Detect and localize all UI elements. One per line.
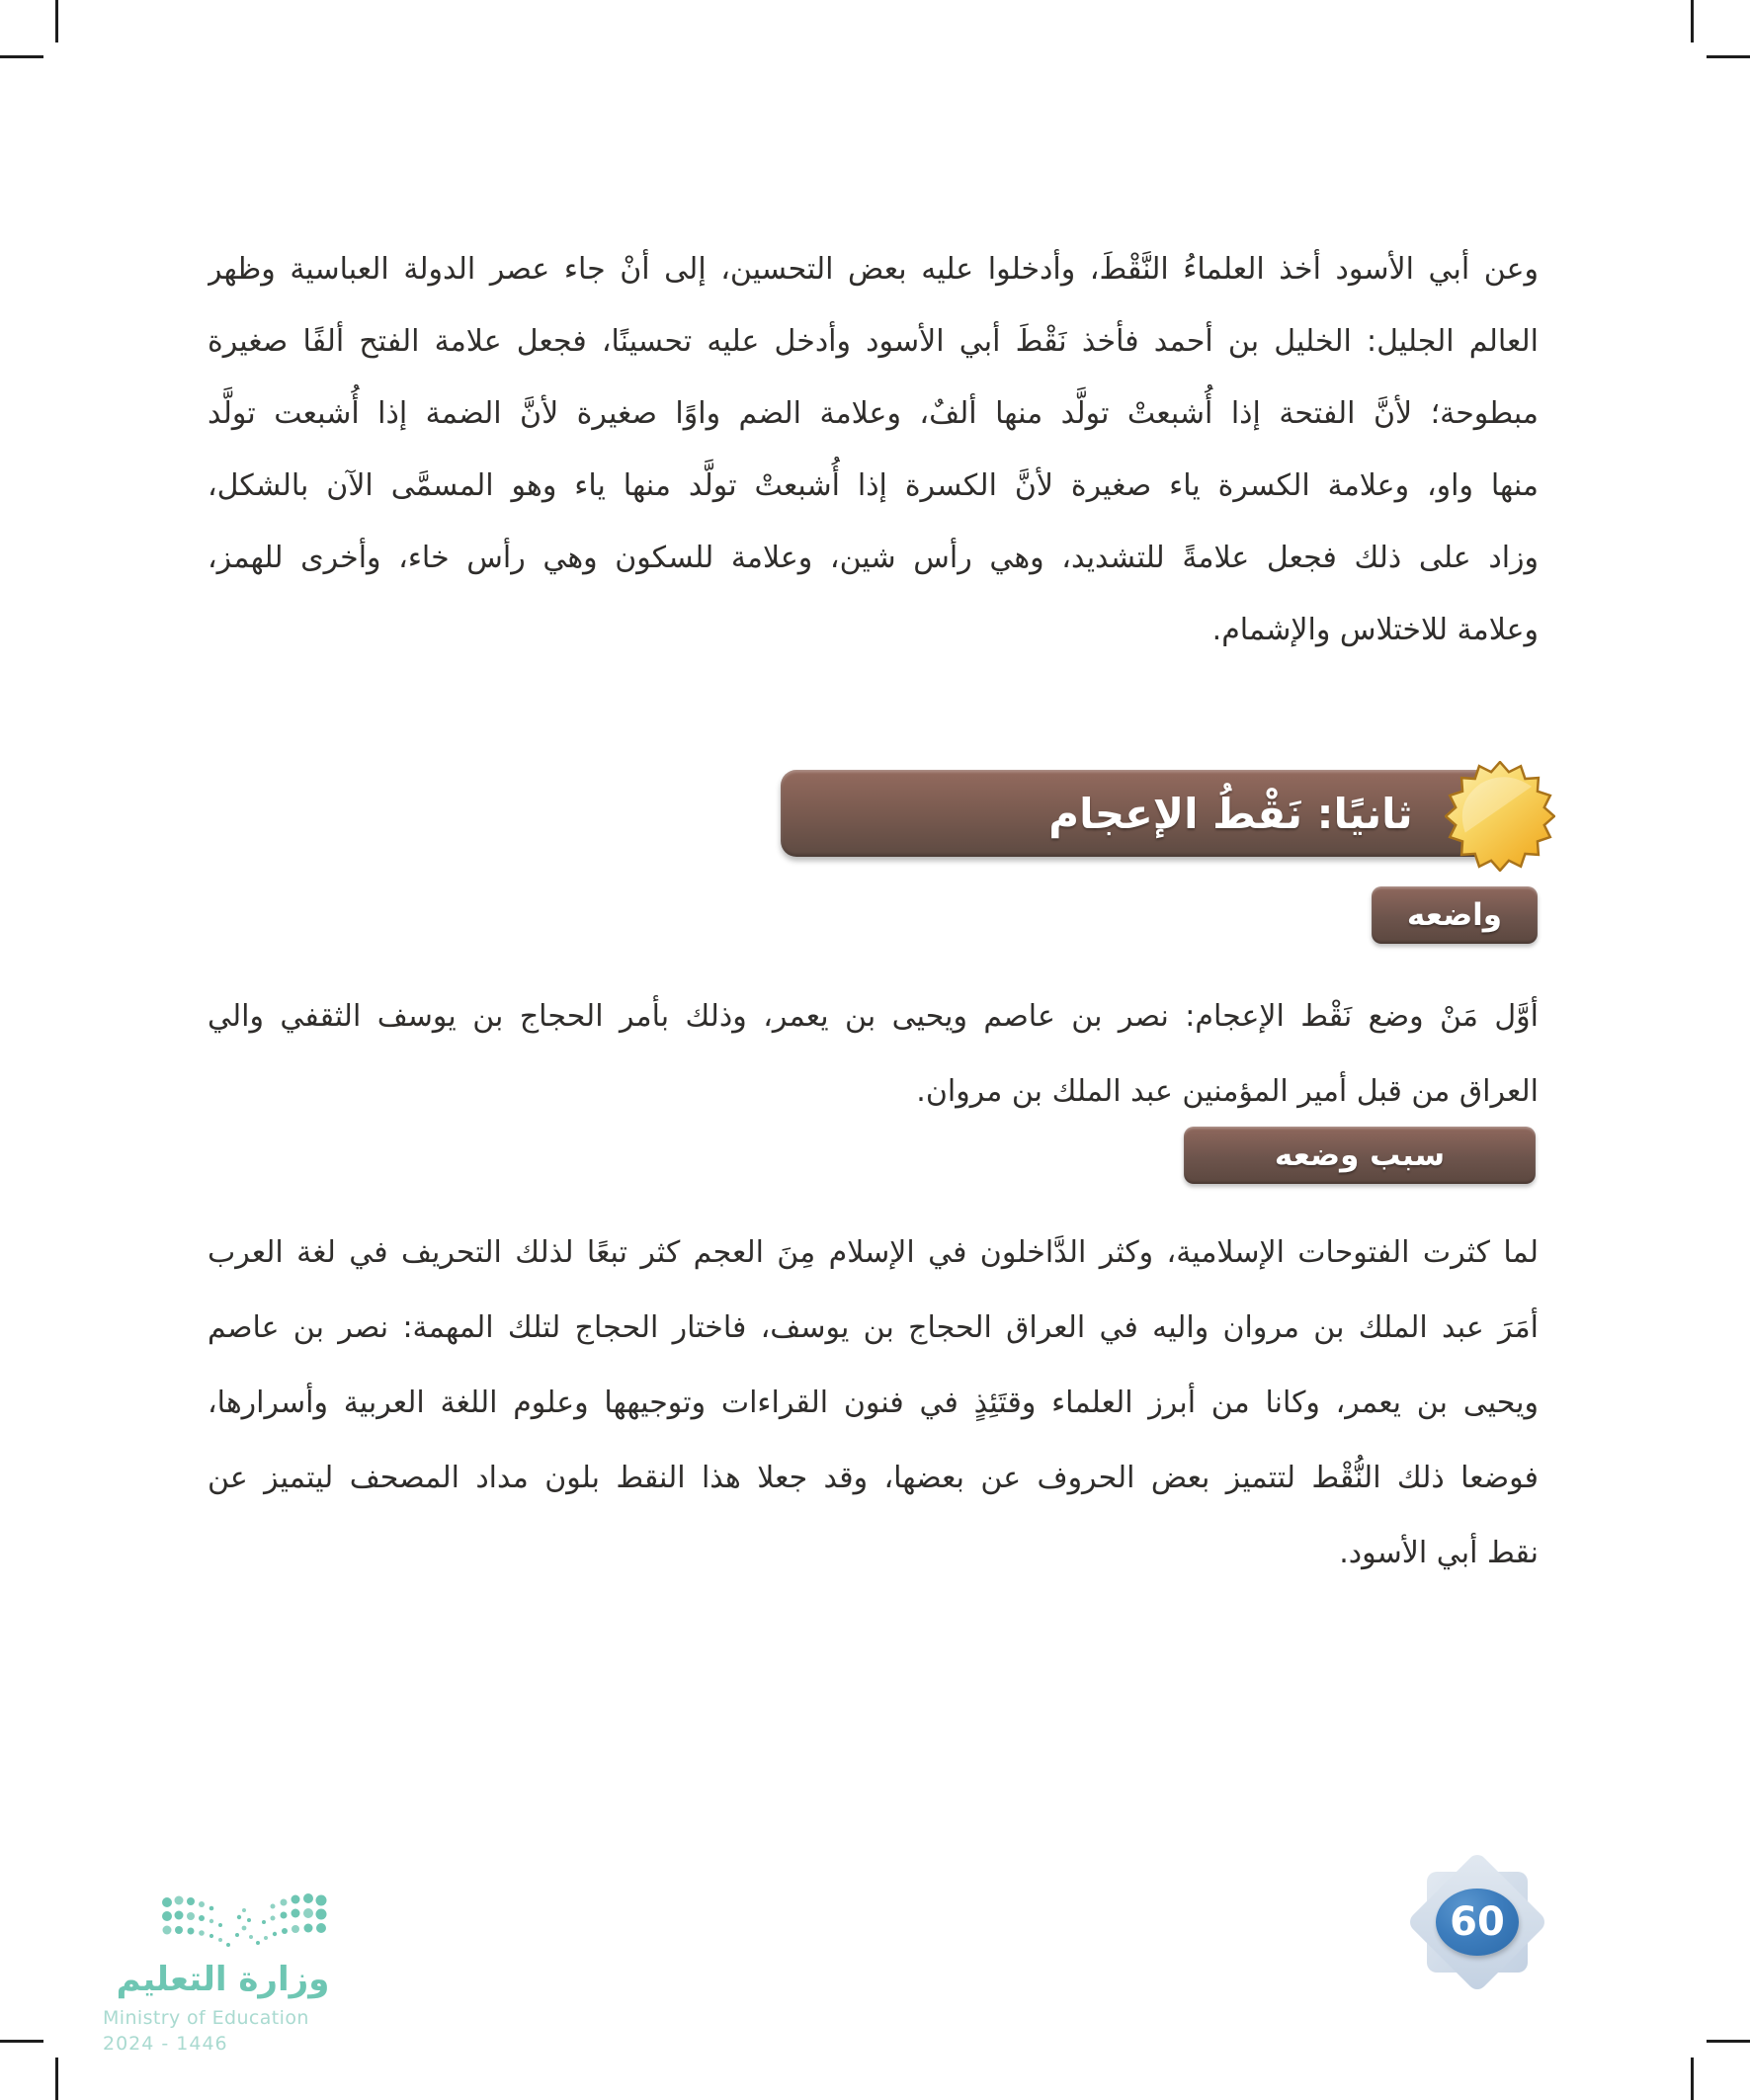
crop-mark-bottom-right-vertical bbox=[1691, 2058, 1694, 2100]
crop-mark-top-left-horizontal bbox=[0, 55, 43, 58]
crop-mark-bottom-right-horizontal bbox=[1707, 2040, 1750, 2043]
text-line: منها واو، وعلامة الكسرة ياء صغيرة لأنَّ الكسرة إذا أُشبعتْ تولَّد منها ياء وهو المسمَّى الآن بالشكل، bbox=[208, 468, 1539, 503]
section-banner bbox=[781, 770, 1503, 857]
subheading-reason bbox=[1184, 1127, 1536, 1184]
text-line: العالم الجليل: الخليل بن أحمد فأخذ نَقْطَ أبي الأسود وأدخل عليه تحسينًا، فجعل علامة الفتح ألفًا صغيرة bbox=[208, 324, 1539, 359]
text-line: مبطوحة؛ لأنَّ الفتحة إذا أُشبعتْ تولَّد منها ألفٌ، وعلامة الضم واوًا صغيرة لأنَّ الضمة إذا أُشبعت تولَّد bbox=[208, 396, 1539, 431]
ministry-logo-english-wordmark: Ministry of Education bbox=[103, 2007, 309, 2029]
ministry-logo-dots-icon bbox=[160, 1890, 328, 1952]
subheading-author-label: واضعه bbox=[1406, 897, 1503, 933]
gold-starburst-icon bbox=[1445, 761, 1555, 872]
subheading-author bbox=[1372, 886, 1538, 944]
text-line: وزاد على ذلك فجعل علامةً للتشديد، وهي رأس شين، وعلامة للسكون وهي رأس خاء، وأخرى للهمز، bbox=[208, 541, 1539, 575]
ministry-logo-years: 2024 - 1446 bbox=[103, 2033, 228, 2055]
badge-blue-oval bbox=[1436, 1889, 1519, 1956]
author-paragraph bbox=[208, 979, 1539, 1130]
crop-mark-top-left-vertical bbox=[55, 0, 58, 42]
page-number: 60 bbox=[1450, 1899, 1505, 1945]
reason-paragraph bbox=[208, 1216, 1539, 1591]
text-line: أمَرَ عبد الملك بن مروان واليه في العراق الحجاج بن يوسف، فاختار الحجاج لتلك المهمة: نصر بن عاصم bbox=[208, 1310, 1539, 1345]
ministry-of-education-logo bbox=[99, 1883, 366, 2060]
text-line: وعلامة للاختلاس والإشمام. bbox=[1211, 613, 1539, 647]
crop-mark-top-right-vertical bbox=[1691, 0, 1694, 42]
text-line: أوَّل مَنْ وضع نَقْط الإعجام: نصر بن عاصم ويحيى بن يعمر، وذلك بأمر الحجاج بن يوسف الثقفي والي bbox=[208, 999, 1539, 1034]
text-line: نقط أبي الأسود. bbox=[1339, 1536, 1539, 1570]
text-line: فوضعا ذلك النُّقْط لتتميز بعض الحروف عن بعضها، وقد جعلا هذا النقط بلون مداد المصحف ليتميز عن bbox=[208, 1461, 1539, 1495]
crop-mark-bottom-left-vertical bbox=[55, 2058, 58, 2100]
page-number-badge bbox=[1405, 1850, 1549, 1994]
text-line: ويحيى بن يعمر، وكانا من أبرز العلماء وقتَئِذٍ في فنون القراءات وتوجيهها وعلوم اللغة العربية وأسرارها، bbox=[208, 1386, 1539, 1420]
crop-mark-top-right-horizontal bbox=[1707, 55, 1750, 58]
text-line: العراق من قبل أمير المؤمنين عبد الملك بن مروان. bbox=[916, 1074, 1539, 1109]
intro-paragraph bbox=[208, 233, 1539, 666]
subheading-reason-label: سبب وضعه bbox=[1274, 1137, 1446, 1173]
section-banner-title: ثانيًا: نَقْطُ الإعجام bbox=[1048, 789, 1413, 838]
text-line: لما كثرت الفتوحات الإسلامية، وكثر الدَّاخلون في الإسلام مِنَ العجم كثر تبعًا لذلك التحريف في لغة العرب bbox=[208, 1235, 1539, 1270]
text-line: وعن أبي الأسود أخذ العلماءُ النَّقْطَ، وأدخلوا عليه بعض التحسين، إلى أنْ جاء عصر الدولة العباسية وظهر bbox=[208, 252, 1539, 287]
ministry-logo-arabic-wordmark: وزارة التعليم bbox=[116, 1960, 330, 1999]
crop-mark-bottom-left-horizontal bbox=[0, 2040, 43, 2043]
